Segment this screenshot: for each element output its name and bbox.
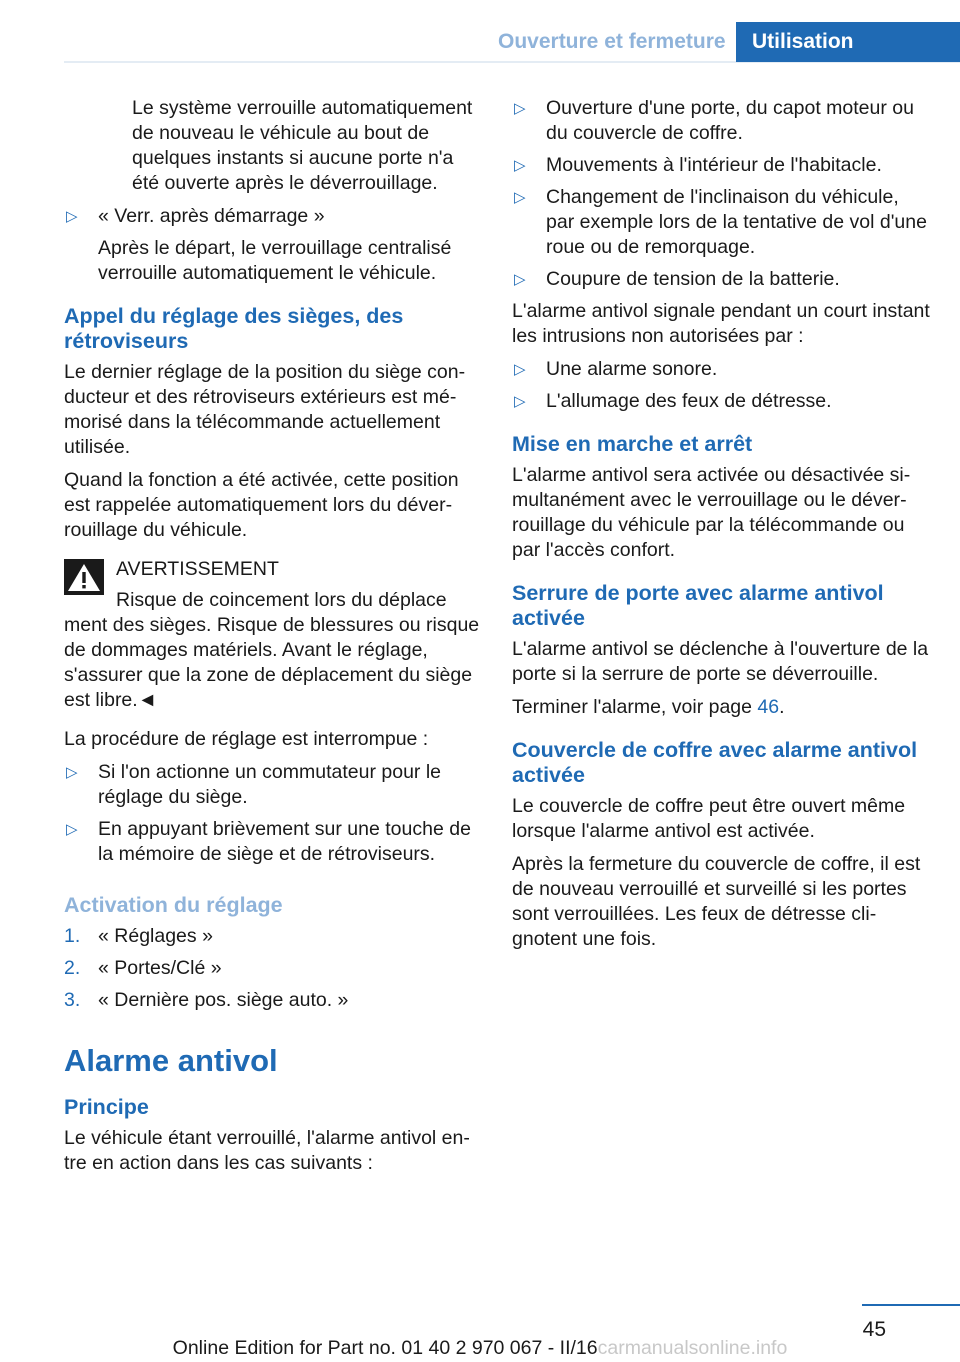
warning-title: AVERTISSEMENT	[116, 558, 279, 580]
couvercle-paragraph-1: Le couvercle de coffre peut être ouvert même lorsque l'alarme antivol est activée.	[512, 795, 906, 842]
step-item	[64, 988, 480, 1013]
terminer-text: Terminer l'alarme, voir page	[512, 696, 758, 718]
autolock-paragraph: Le système verrouille automatiquement de nouveau le véhicule au bout de quelques instants si aucune porte n'a été ouverte après le déverrouillage.	[132, 97, 473, 194]
step-number: 3.	[64, 989, 81, 1011]
list-item	[512, 389, 932, 414]
bullet-triangle-icon: ▷	[66, 764, 78, 781]
page-number-rule	[862, 1304, 960, 1306]
list-item	[512, 185, 932, 260]
list-item	[512, 267, 932, 292]
interrupt-paragraph: La procédure de réglage est interrompue :	[64, 728, 429, 750]
page-reference-link[interactable]: 46	[757, 696, 780, 718]
appel-paragraph-2: Quand la fonction a été activée, cette position est rappelée automatiquement lors du déverrouillage du véhicule.	[64, 469, 459, 541]
bullet-triangle-icon: ▷	[514, 157, 526, 174]
heading-appel-reglage: Appel du réglage des sièges, des rétroviseurs	[64, 304, 404, 353]
step-text: « Dernière pos. siège auto. »	[98, 989, 349, 1011]
warning-block	[64, 557, 480, 713]
bullet-triangle-icon: ▷	[66, 208, 78, 225]
header-section-current[interactable]: Utilisation	[736, 22, 960, 62]
step-number: 2.	[64, 957, 81, 979]
warning-triangle-icon	[64, 559, 104, 595]
right-column	[512, 96, 932, 960]
bullet-triangle-icon: ▷	[514, 393, 526, 410]
list-item-text: Mouvements à l'intérieur de l'habitacle.	[546, 154, 882, 176]
list-item	[512, 96, 932, 146]
appel-paragraph-1: Le dernier réglage de la position du siège conducteur et des rétroviseurs extérieurs est mémorisé dans la télécommande actuellement utilisée.	[64, 361, 466, 458]
step-number: 1.	[64, 925, 81, 947]
page-number: 45	[862, 1318, 886, 1341]
couvercle-paragraph-2: Après la fermeture du couvercle de coffre, il est de nouveau verrouillé et surveillé si les portes sont verrouillées. Les feux de détresse clignotent une fois.	[512, 853, 921, 950]
principe-paragraph: Le véhicule étant verrouillé, l'alarme antivol entre en action dans les cas suivants :	[64, 1127, 470, 1174]
bullet-triangle-icon: ▷	[514, 271, 526, 288]
list-item	[64, 204, 480, 229]
heading-alarme-antivol: Alarme antivol	[64, 1043, 278, 1078]
step-item	[64, 924, 480, 949]
list-item-text: L'allumage des feux de détresse.	[546, 390, 832, 412]
list-item-text: Si l'on actionne un commutateur pour le réglage du siège.	[98, 761, 442, 808]
list-item-text: Une alarme sonore.	[546, 358, 718, 380]
list-item-text: Changement de l'inclinaison du véhicule, par exemple lors de la tentative de vol d'une roue ou de remorquage.	[546, 186, 927, 258]
step-item	[64, 956, 480, 981]
list-item-text: Ouverture d'une porte, du capot moteur ou du couvercle de coffre.	[546, 97, 914, 144]
bullet-triangle-icon: ▷	[514, 361, 526, 378]
serrure-paragraph: L'alarme antivol se déclenche à l'ouverture de la porte si la serrure de porte se déverrouille.	[512, 638, 929, 685]
list-item-text: « Verr. après démarrage »	[98, 205, 325, 227]
footer-watermark: carmanualsonline.info	[597, 1337, 788, 1359]
list-item	[64, 817, 480, 867]
step-text: « Portes/Clé »	[98, 957, 222, 979]
heading-mise-en-marche: Mise en marche et arrêt	[512, 432, 753, 456]
heading-activation: Activation du réglage	[64, 893, 283, 917]
mise-paragraph: L'alarme antivol sera activée ou désactivée simultanément avec le verrouillage ou le déverrouillage du véhicule par la télécommande ou par l'accès confort.	[512, 464, 911, 561]
bullet-triangle-icon: ▷	[66, 821, 78, 838]
heading-principe: Principe	[64, 1095, 149, 1119]
footer	[0, 1337, 960, 1360]
bullet-triangle-icon: ▷	[514, 189, 526, 206]
warning-text-rest: ment des sièges. Risque de blessures ou risque de dommages matériels. Avant le réglage, s'assurer que la zone de déplacement du siège est libre.◄	[64, 614, 480, 711]
verr-description: Après le départ, le verrouillage centralisé verrouille automatiquement le véhicule.	[98, 237, 452, 284]
list-item	[512, 357, 932, 382]
list-item-text: En appuyant brièvement sur une touche de la mémoire de siège et de rétroviseurs.	[98, 818, 471, 865]
warning-text-line-1: Risque de coincement lors du déplace	[116, 589, 447, 611]
heading-couvercle: Couvercle de coffre avec alarme antivol activée	[512, 738, 918, 787]
step-text: « Réglages »	[98, 925, 213, 947]
heading-serrure: Serrure de porte avec alarme antivol activée	[512, 581, 884, 630]
list-item	[64, 760, 480, 810]
list-item	[512, 153, 932, 178]
terminer-end: .	[779, 696, 785, 718]
bullet-triangle-icon: ▷	[514, 100, 526, 117]
list-item-text: Coupure de tension de la batterie.	[546, 268, 840, 290]
signal-paragraph: L'alarme antivol signale pendant un court instant les intrusions non autorisées par :	[512, 300, 930, 347]
terminer-paragraph	[512, 695, 932, 720]
footer-text: Online Edition for Part no. 01 40 2 970 067 - II/16	[172, 1337, 598, 1359]
left-column	[64, 96, 480, 1184]
header-section-chapter[interactable]: Ouverture et fermeture	[498, 30, 726, 53]
